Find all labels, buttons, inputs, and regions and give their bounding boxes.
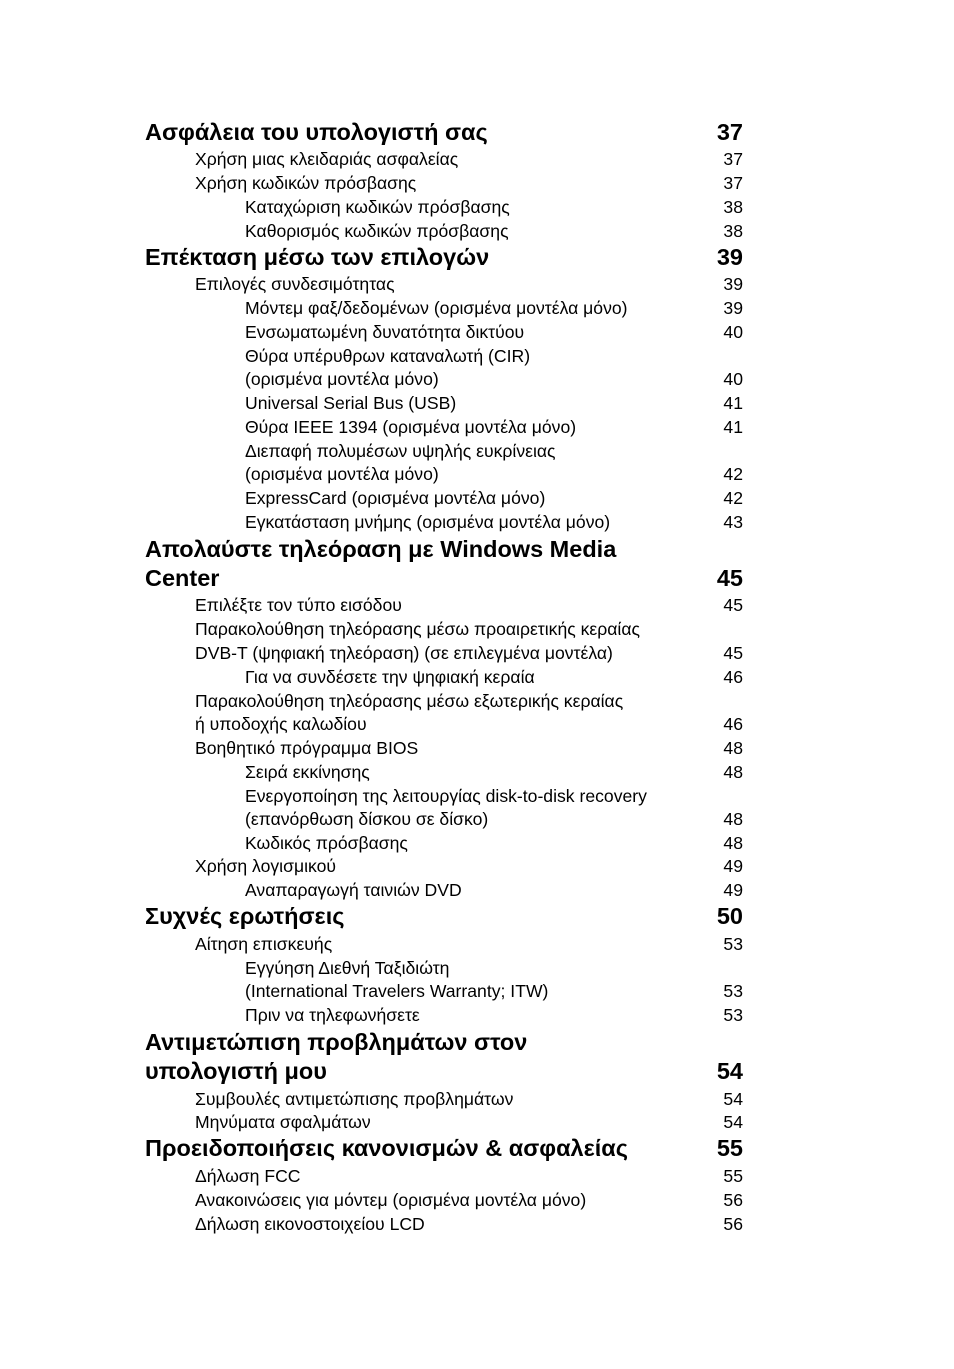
toc-entry-title: Συμβουλές αντιμετώπισης προβλημάτων [195, 1089, 514, 1109]
toc-entry-page: 45 [723, 643, 743, 663]
toc-entry-title: Παρακολούθηση τηλεόρασης μέσω προαιρετικής κεραίας [195, 619, 640, 639]
toc-entry [0, 1087, 954, 1111]
toc-entry [0, 367, 954, 391]
toc-entry-title: Θύρα υπέρυθρων καταναλωτή (CIR) [245, 346, 531, 366]
toc-entry-title: Παρακολούθηση τηλεόρασης μέσω εξωτερικής κεραίας [195, 691, 624, 711]
toc-entry [0, 462, 954, 486]
toc-entry-page: 37 [716, 119, 743, 145]
toc-entry-page: 42 [723, 464, 743, 484]
toc-entry [0, 195, 954, 219]
toc-entry [0, 760, 954, 784]
toc-entry-title: Αντιμετώπιση προβλημάτων στον [145, 1029, 528, 1055]
toc-entry-page: 53 [723, 981, 743, 1001]
toc-entry-page: 48 [723, 809, 743, 829]
toc-chapter [0, 1056, 954, 1086]
toc-entry [0, 854, 954, 878]
toc-chapter [0, 563, 954, 593]
toc-entry-page: 53 [723, 1005, 743, 1025]
toc-entry-title: ExpressCard (ορισμένα μοντέλα μόνο) [245, 488, 546, 508]
toc-entry-title: Αίτηση επισκευής [195, 934, 333, 954]
toc-entry-page: 54 [723, 1089, 743, 1109]
toc-entry-title: Θύρα IEEE 1394 (ορισμένα μοντέλα μόνο) [245, 417, 577, 437]
toc-entry-title: Απολαύστε τηλεόραση με Windows Media [145, 536, 617, 562]
toc-entry [0, 1003, 954, 1027]
toc-entry [0, 1188, 954, 1212]
toc-entry-page: 48 [723, 833, 743, 853]
toc-entry-title: Επέκταση μέσω των επιλογών [145, 244, 490, 270]
toc-entry [0, 510, 954, 534]
toc-entry-title: Διεπαφή πολυμέσων υψηλής ευκρίνειας [245, 441, 556, 461]
toc-entry-title: Επιλέξτε τον τύπο εισόδου [195, 595, 402, 615]
toc-entry-page: 49 [723, 856, 743, 876]
toc-entry-title: Μόντεμ φαξ/δεδομένων (ορισμένα μοντέλα μόνο) [245, 298, 628, 318]
toc-entry [0, 147, 954, 171]
toc-chapter [0, 242, 954, 272]
toc-entry-page: 39 [723, 274, 743, 294]
toc-entry [0, 296, 954, 320]
toc-entry-title: (ορισμένα μοντέλα μόνο) [245, 464, 439, 484]
toc-chapter [0, 534, 954, 564]
toc-entry-page: 48 [723, 738, 743, 758]
toc-entry-title: Εγγύηση Διεθνή Ταξιδιώτη [245, 958, 450, 978]
toc-entry-title: Συχνές ερωτήσεις [145, 903, 345, 929]
toc-entry [0, 807, 954, 831]
toc-entry-page: 43 [723, 512, 743, 532]
toc-entry-title: Χρήση λογισμικού [195, 856, 336, 876]
toc-entry [0, 320, 954, 344]
toc-entry-page: 41 [723, 393, 743, 413]
toc-entry-page: 45 [723, 595, 743, 615]
toc-entry [0, 219, 954, 243]
toc-entry [0, 831, 954, 855]
toc-entry-page: 56 [723, 1214, 743, 1234]
toc-entry-page: 41 [723, 417, 743, 437]
toc-entry-title: Universal Serial Bus (USB) [245, 393, 457, 413]
toc-entry [0, 641, 954, 665]
toc-entry-page: 48 [723, 762, 743, 782]
toc-entry-title: Για να συνδέσετε την ψηφιακή κεραία [245, 667, 535, 687]
toc-entry-page: 38 [723, 221, 743, 241]
toc-entry-page: 55 [716, 1135, 743, 1161]
toc-entry-page: 38 [723, 197, 743, 217]
toc-entry-title: Καταχώριση κωδικών πρόσβασης [245, 197, 510, 217]
toc-entry [0, 415, 954, 439]
toc-entry-title: Μηνύματα σφαλμάτων [195, 1112, 371, 1132]
toc-entry [0, 344, 954, 368]
toc-entry-title: Εγκατάσταση μνήμης (ορισμένα μοντέλα μόνο) [245, 512, 611, 532]
toc-entry-title: Ενσωματωμένη δυνατότητα δικτύου [245, 322, 525, 342]
toc-entry-page: 54 [723, 1112, 743, 1132]
toc-entry [0, 1110, 954, 1134]
toc-entry-page: 45 [716, 565, 743, 591]
toc-entry-title: Κωδικός πρόσβασης [245, 833, 408, 853]
toc-entry-title: υπολογιστή μου [145, 1058, 327, 1084]
toc-entry-title: Βοηθητικό πρόγραμμα BIOS [195, 738, 419, 758]
toc-entry-page: 54 [716, 1058, 743, 1084]
toc-entry [0, 932, 954, 956]
toc-entry-title: Ενεργοποίηση της λειτουργίας disk-to-disk recovery [245, 786, 647, 806]
toc-chapter [0, 901, 954, 931]
toc-entry-title: (επανόρθωση δίσκου σε δίσκο) [245, 809, 489, 829]
toc-entry-page: 42 [723, 488, 743, 508]
toc-entry-title: Αναπαραγωγή ταινιών DVD [245, 880, 462, 900]
toc-entry [0, 1212, 954, 1236]
toc-chapter [0, 117, 954, 147]
toc-entry-page: 39 [723, 298, 743, 318]
toc-entry [0, 617, 954, 641]
toc-entry [0, 171, 954, 195]
toc-entry-page: 55 [723, 1166, 743, 1186]
toc-entry-title: Ανακοινώσεις για μόντεμ (ορισμένα μοντέλα μόνο) [195, 1190, 587, 1210]
toc-entry [0, 736, 954, 760]
toc-entry-title: Χρήση κωδικών πρόσβασης [195, 173, 417, 193]
toc-entry-title: Χρήση μιας κλειδαριάς ασφαλείας [195, 149, 459, 169]
toc-entry-page: 40 [723, 322, 743, 342]
toc-entry-page: 46 [723, 714, 743, 734]
toc-chapter [0, 1133, 954, 1163]
toc-entry-page: 49 [723, 880, 743, 900]
toc-entry-title: (International Travelers Warranty; ITW) [245, 981, 549, 1001]
toc-entry-title: Καθορισμός κωδικών πρόσβασης [245, 221, 509, 241]
toc-entry-page: 53 [723, 934, 743, 954]
toc-entry-title: Πριν να τηλεφωνήσετε [245, 1005, 420, 1025]
toc-entry-page: 37 [723, 149, 743, 169]
toc-entry-title: ή υποδοχής καλωδίου [195, 714, 367, 734]
toc-entry [0, 391, 954, 415]
toc-entry [0, 1164, 954, 1188]
toc-entry-title: Σειρά εκκίνησης [245, 762, 370, 782]
toc-entry-title: Ασφάλεια του υπολογιστή σας [145, 119, 488, 145]
toc-entry-title: DVB-T (ψηφιακή τηλεόραση) (σε επιλεγμένα μοντέλα) [195, 643, 613, 663]
toc-entry [0, 979, 954, 1003]
toc-entry-title: Επιλογές συνδεσιμότητας [195, 274, 395, 294]
toc-entry [0, 956, 954, 980]
toc-entry-page: 46 [723, 667, 743, 687]
toc-entry [0, 689, 954, 713]
toc-entry [0, 593, 954, 617]
toc-chapter [0, 1027, 954, 1057]
toc-entry-page: 40 [723, 369, 743, 389]
toc-entry-title: Δήλωση εικονοστοιχείου LCD [195, 1214, 425, 1234]
toc-entry [0, 665, 954, 689]
toc-entry [0, 712, 954, 736]
toc-entry [0, 272, 954, 296]
toc-entry-page: 56 [723, 1190, 743, 1210]
toc-entry-page: 50 [716, 903, 743, 929]
toc-entry [0, 439, 954, 463]
toc-entry [0, 784, 954, 808]
toc-entry-title: Δήλωση FCC [195, 1166, 301, 1186]
toc-entry [0, 486, 954, 510]
toc-entry-title: Προειδοποιήσεις κανονισμών & ασφαλείας [145, 1135, 628, 1161]
toc-entry-title: Center [145, 565, 220, 591]
toc-entry-page: 37 [723, 173, 743, 193]
toc-entry [0, 878, 954, 902]
toc-entry-page: 39 [716, 244, 743, 270]
toc-entry-title: (ορισμένα μοντέλα μόνο) [245, 369, 439, 389]
